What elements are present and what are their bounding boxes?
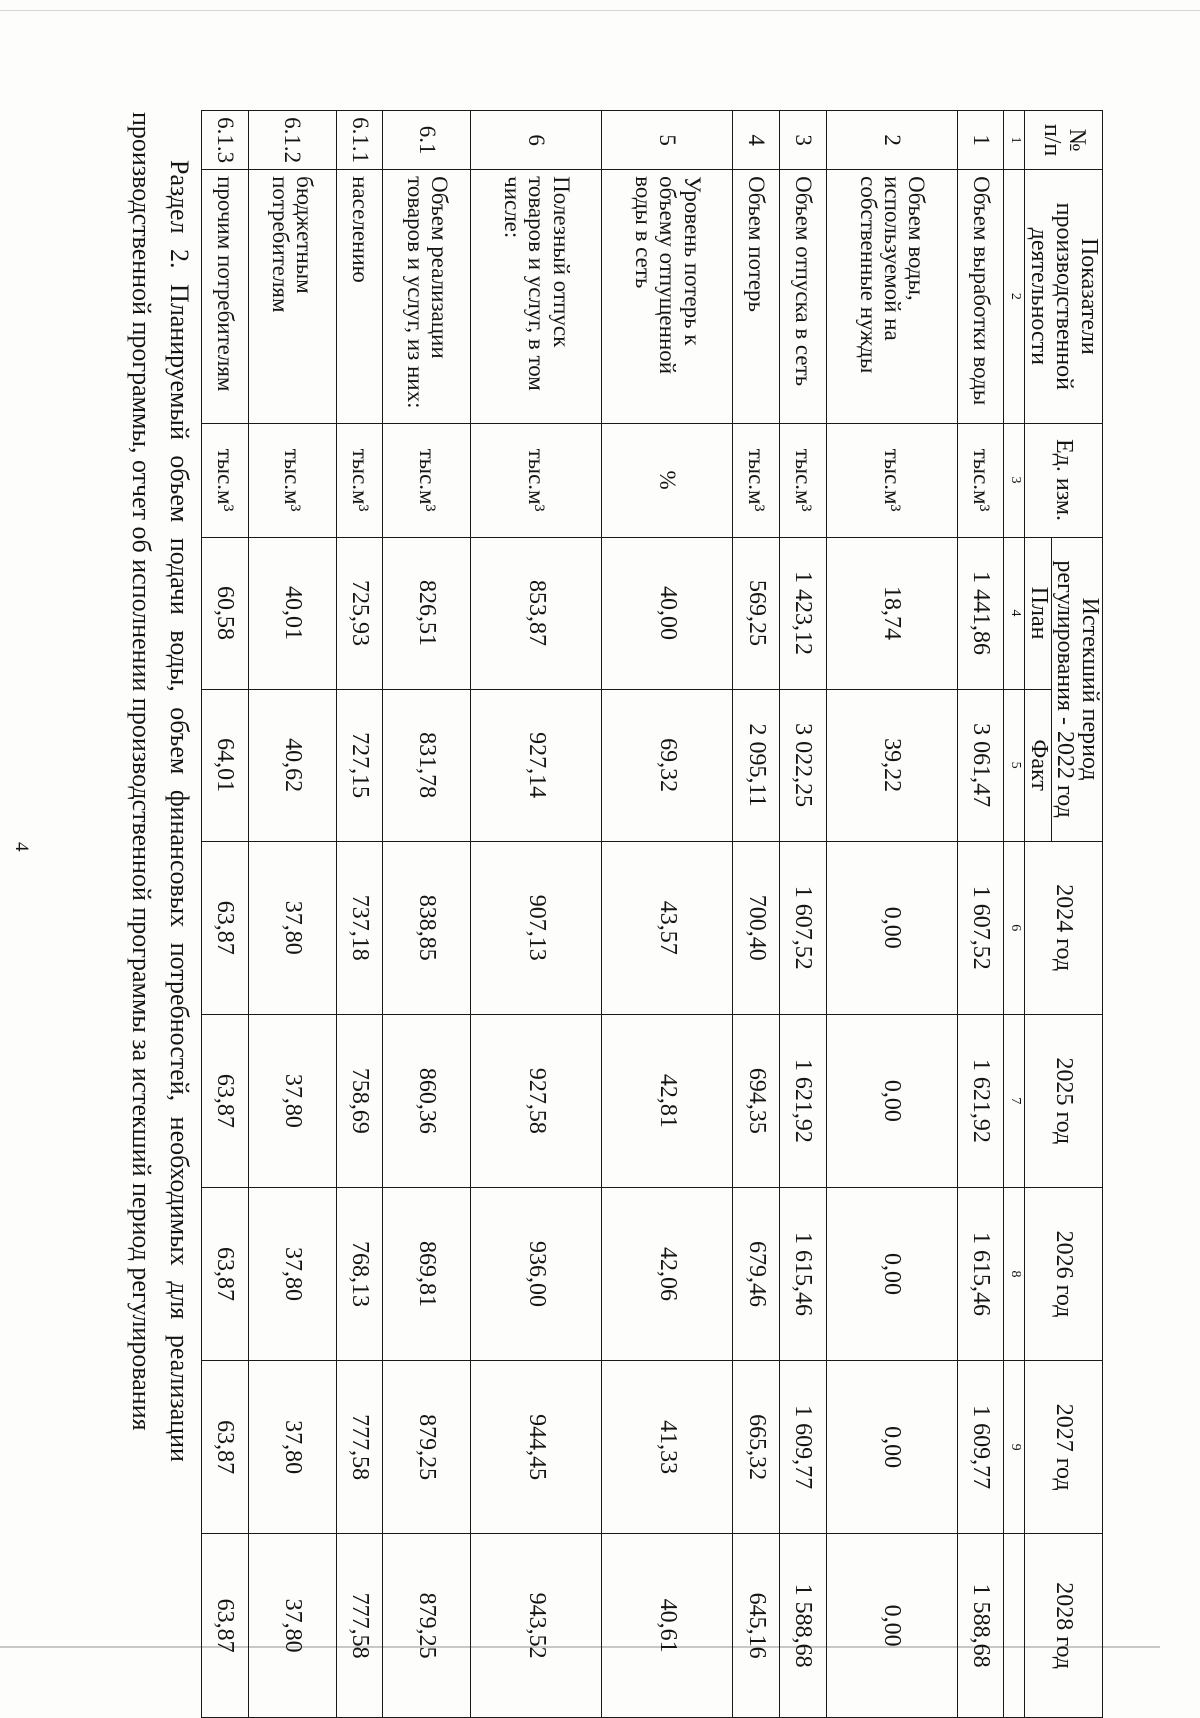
row-value-y2024: 907,13	[471, 841, 602, 1014]
table-row	[826, 111, 957, 1718]
row-value-y2028: 1 588,68	[957, 1534, 1004, 1718]
row-number: 1	[957, 111, 1004, 170]
row-value-y2026: 1 615,46	[780, 1187, 827, 1360]
row-number: 6.1.2	[248, 111, 336, 170]
row-value-y2026: 42,06	[602, 1187, 733, 1360]
row-value-y2024: 737,18	[336, 841, 383, 1014]
row-indicator: Объем воды, используемой на собственные нужды	[826, 170, 957, 423]
table-row	[471, 111, 602, 1718]
table-row	[957, 111, 1004, 1718]
header-past-period: Истекший период регулирования - 2022 год	[1051, 537, 1102, 841]
row-indicator: прочим потребителям	[202, 170, 249, 423]
row-value-y2025: 37,80	[248, 1014, 336, 1187]
row-value-y2025: 42,81	[602, 1014, 733, 1187]
row-unit: %	[602, 423, 733, 537]
row-value-y2025: 860,36	[383, 1014, 471, 1187]
row-value-fact: 69,32	[602, 689, 733, 841]
row-value-y2025: 1 621,92	[780, 1014, 827, 1187]
row-value-y2025: 0,00	[826, 1014, 957, 1187]
row-indicator: населению	[336, 170, 383, 423]
column-number-row	[1004, 111, 1025, 1718]
row-unit: тыс.м³	[733, 423, 780, 537]
row-value-y2024: 43,57	[602, 841, 733, 1014]
column-number: 7	[1004, 1014, 1025, 1187]
table-row	[248, 111, 336, 1718]
row-number: 6.1	[383, 111, 471, 170]
row-value-plan: 1 423,12	[780, 537, 827, 689]
header-2026: 2026 год	[1025, 1187, 1103, 1360]
row-value-fact: 2 095,11	[733, 689, 780, 841]
row-value-fact: 39,22	[826, 689, 957, 841]
row-value-y2027: 0,00	[826, 1361, 957, 1534]
row-value-y2027: 41,33	[602, 1361, 733, 1534]
row-value-y2027: 1 609,77	[957, 1361, 1004, 1534]
row-value-y2024: 700,40	[733, 841, 780, 1014]
row-value-fact: 64,01	[202, 689, 249, 841]
row-value-y2026: 63,87	[202, 1187, 249, 1360]
row-value-y2026: 768,13	[336, 1187, 383, 1360]
row-value-y2028: 645,16	[733, 1534, 780, 1718]
row-value-fact: 727,15	[336, 689, 383, 841]
header-indicator: Показатели производственной деятельности	[1025, 170, 1103, 423]
row-value-y2024: 838,85	[383, 841, 471, 1014]
row-unit: тыс.м³	[383, 423, 471, 537]
row-number: 6	[471, 111, 602, 170]
row-unit: тыс.м³	[248, 423, 336, 537]
row-value-y2024: 1 607,52	[780, 841, 827, 1014]
table-body	[202, 111, 1004, 1718]
row-value-y2025: 1 621,92	[957, 1014, 1004, 1187]
row-value-y2025: 694,35	[733, 1014, 780, 1187]
row-value-fact: 831,78	[383, 689, 471, 841]
row-value-y2025: 758,69	[336, 1014, 383, 1187]
row-value-y2026: 936,00	[471, 1187, 602, 1360]
row-unit: тыс.м³	[202, 423, 249, 537]
column-number: 6	[1004, 841, 1025, 1014]
row-value-y2027: 1 609,77	[780, 1361, 827, 1534]
row-value-y2026: 0,00	[826, 1187, 957, 1360]
row-value-y2028: 0,00	[826, 1534, 957, 1718]
column-number: 3	[1004, 423, 1025, 537]
row-value-y2026: 869,81	[383, 1187, 471, 1360]
header-2025: 2025 год	[1025, 1014, 1103, 1187]
row-indicator: Объем реализации товаров и услуг, из них:	[383, 170, 471, 423]
row-value-plan: 40,00	[602, 537, 733, 689]
row-value-plan: 853,87	[471, 537, 602, 689]
header-num: № п/п	[1025, 111, 1103, 170]
row-value-y2025: 63,87	[202, 1014, 249, 1187]
column-number: 8	[1004, 1187, 1025, 1360]
row-value-plan: 40,01	[248, 537, 336, 689]
row-value-y2028: 777,58	[336, 1534, 383, 1718]
scan-edge-line	[0, 10, 1200, 11]
row-value-plan: 826,51	[383, 537, 471, 689]
row-value-y2024: 0,00	[826, 841, 957, 1014]
row-number: 6.1.1	[336, 111, 383, 170]
table-row	[780, 111, 827, 1718]
heading-line-2: производственной программы, отчет об исполнении производственной программы за истекший период регулирования	[127, 112, 156, 1431]
row-value-y2027: 777,58	[336, 1361, 383, 1534]
row-value-y2024: 1 607,52	[957, 841, 1004, 1014]
header-2027: 2027 год	[1025, 1361, 1103, 1534]
row-value-y2028: 1 588,68	[780, 1534, 827, 1718]
column-number: 2	[1004, 170, 1025, 423]
row-value-fact: 3 061,47	[957, 689, 1004, 841]
row-indicator: Уровень потерь к объему отпущенной воды в сеть	[602, 170, 733, 423]
row-value-plan: 725,93	[336, 537, 383, 689]
row-value-y2026: 1 615,46	[957, 1187, 1004, 1360]
row-unit: тыс.м³	[826, 423, 957, 537]
production-program-table	[201, 110, 1103, 1718]
table-row	[383, 111, 471, 1718]
column-number: 1	[1004, 111, 1025, 170]
row-value-y2024: 37,80	[248, 841, 336, 1014]
row-unit: тыс.м³	[957, 423, 1004, 537]
row-value-fact: 927,14	[471, 689, 602, 841]
row-value-plan: 569,25	[733, 537, 780, 689]
row-value-y2028: 943,52	[471, 1534, 602, 1718]
row-number: 5	[602, 111, 733, 170]
row-value-plan: 18,74	[826, 537, 957, 689]
row-unit: тыс.м³	[471, 423, 602, 537]
column-number: 5	[1004, 689, 1025, 841]
table-row	[733, 111, 780, 1718]
row-value-fact: 40,62	[248, 689, 336, 841]
table-row	[336, 111, 383, 1718]
row-value-plan: 60,58	[202, 537, 249, 689]
row-value-y2027: 63,87	[202, 1361, 249, 1534]
header-unit: Ед. изм.	[1025, 423, 1103, 537]
row-value-y2024: 63,87	[202, 841, 249, 1014]
row-number: 4	[733, 111, 780, 170]
row-indicator: Объем выработки воды	[957, 170, 1004, 423]
page-number: 4	[11, 842, 32, 852]
row-value-y2027: 665,32	[733, 1361, 780, 1534]
row-value-y2025: 927,58	[471, 1014, 602, 1187]
row-value-y2028: 879,25	[383, 1534, 471, 1718]
column-number: 4	[1004, 537, 1025, 689]
header-plan: План	[1025, 537, 1051, 689]
row-unit: тыс.м³	[780, 423, 827, 537]
row-value-y2028: 37,80	[248, 1534, 336, 1718]
row-number: 3	[780, 111, 827, 170]
row-unit: тыс.м³	[336, 423, 383, 537]
row-value-y2027: 37,80	[248, 1361, 336, 1534]
row-indicator: Объем потерь	[733, 170, 780, 423]
table-row	[602, 111, 733, 1718]
row-indicator: бюджетным потребителям	[248, 170, 336, 423]
column-number	[1004, 1534, 1025, 1718]
header-fact: Факт	[1025, 689, 1051, 841]
row-number: 6.1.3	[202, 111, 249, 170]
row-indicator: Объем отпуска в сеть	[780, 170, 827, 423]
row-value-plan: 1 441,86	[957, 537, 1004, 689]
row-value-y2027: 944,45	[471, 1361, 602, 1534]
row-value-y2028: 63,87	[202, 1534, 249, 1718]
row-value-y2026: 679,46	[733, 1187, 780, 1360]
row-value-y2027: 879,25	[383, 1361, 471, 1534]
table-row	[202, 111, 249, 1718]
header-2024: 2024 год	[1025, 841, 1103, 1014]
header-2028: 2028 год	[1025, 1534, 1103, 1718]
heading-line-1: Раздел 2. Планируемый объем подачи воды, объем финансовых потребностей, необходимых для реализации	[165, 160, 194, 1462]
row-number: 2	[826, 111, 957, 170]
row-value-y2028: 40,61	[602, 1534, 733, 1718]
row-value-y2026: 37,80	[248, 1187, 336, 1360]
column-number: 9	[1004, 1361, 1025, 1534]
row-indicator: Полезный отпуск товаров и услуг, в том числе:	[471, 170, 602, 423]
row-value-fact: 3 022,25	[780, 689, 827, 841]
